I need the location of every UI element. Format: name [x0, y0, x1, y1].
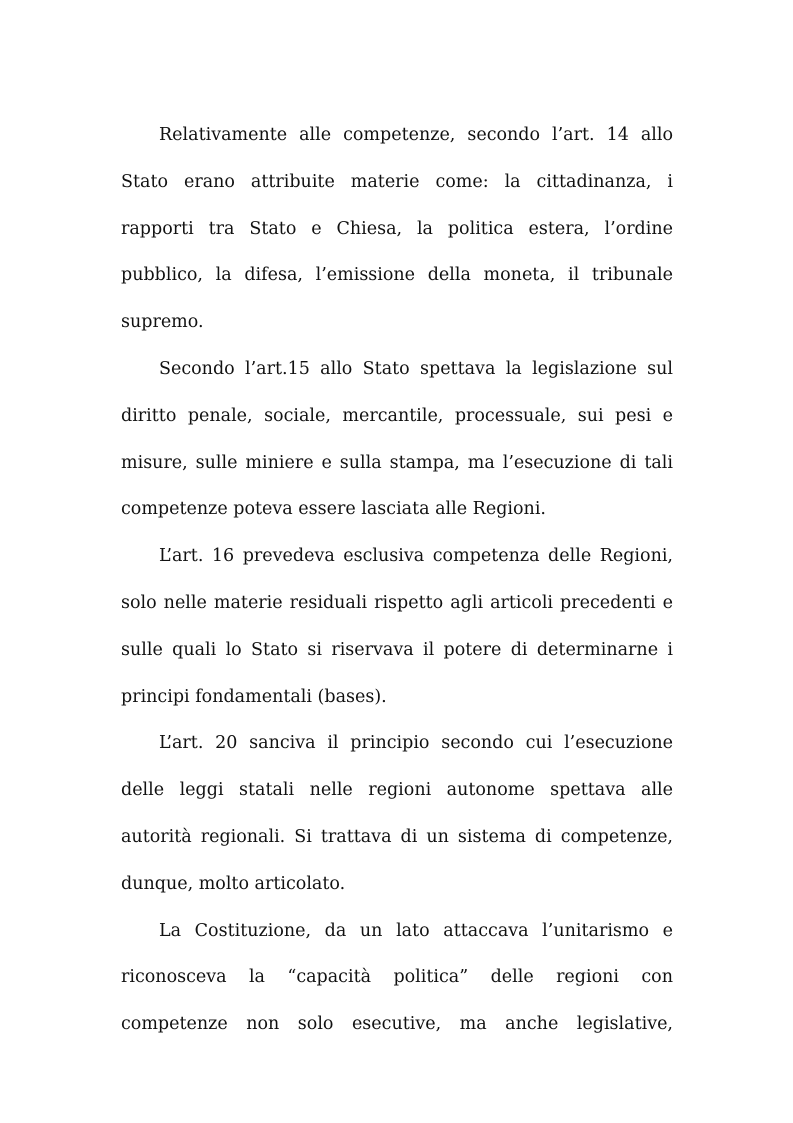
paragraph-legislazione-stato: Secondo l’art.15 allo Stato spettava la legislazione sul diritto penale, sociale, mercantile, processuale, sui pesi e misure, sulle miniere e sulla stampa, ma l’esecuzione di tali competenze poteva essere lasciata alle Regioni.	[121, 358, 673, 520]
body-text	[121, 112, 673, 1048]
paragraph-competenze-stato: Relativamente alle competenze, secondo l’art. 14 allo Stato erano attribuite materie come: la cittadinanza, i rapporti tra Stato e Chiesa, la politica estera, l’ordine pubblico, la difesa, l’emissione della moneta, il tribunale supremo.	[121, 125, 673, 333]
paragraph-competenza-regioni: L’art. 16 prevedeva esclusiva competenza delle Regioni, solo nelle materie residuali rispetto agli articoli precedenti e sulle quali lo Stato si riservava il potere di determinarne i principi fondamentali (bases).	[121, 546, 673, 707]
paragraph-costituzione: La Costituzione, da un lato attaccava l’unitarismo e riconosceva la “capacità politica” delle regioni con competenze non solo esecutive, ma anche legislative,	[121, 920, 673, 1035]
paragraph-esecuzione-leggi: L’art. 20 sanciva il principio secondo cui l’esecuzione delle leggi statali nelle regioni autonome spettava alle autorità regionali. Si trattava di un sistema di competenze, dunque, molto articolato.	[121, 733, 673, 894]
